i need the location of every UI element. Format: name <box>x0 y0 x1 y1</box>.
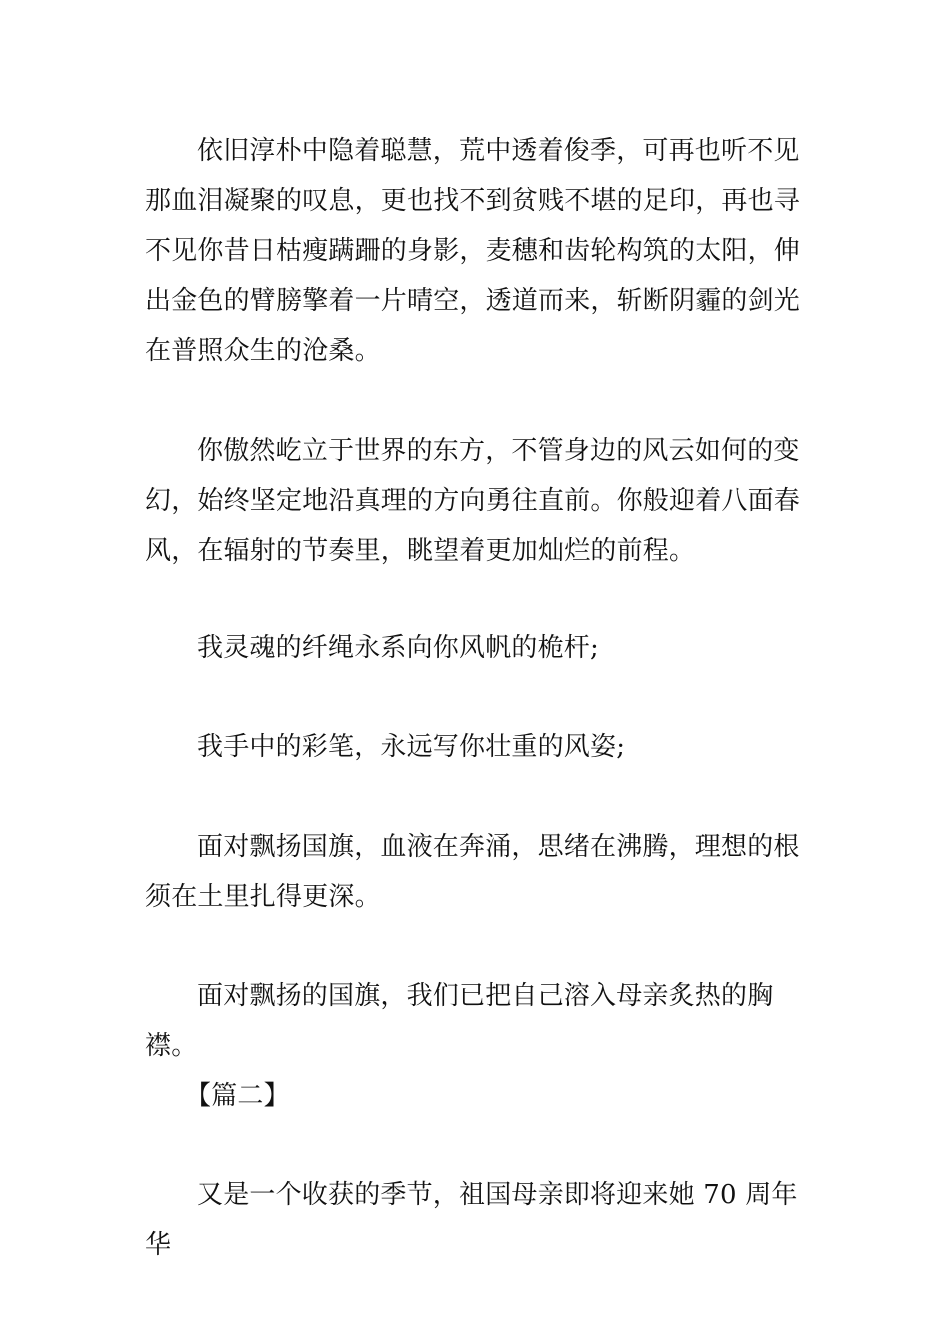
paragraph-4: 我手中的彩笔，永远写你壮重的风姿; <box>197 732 626 762</box>
paragraph-5: 面对飘扬国旗，血液在奔涌，思绪在沸腾，理想的根须在土里扎得更深。 <box>145 832 800 912</box>
paragraph-3: 我灵魂的纤绳永系向你风帆的桅杆; <box>197 633 599 663</box>
paragraph-6: 面对飘扬的国旗，我们已把自己溶入母亲炙热的胸襟。 <box>145 981 774 1061</box>
section-heading: 【篇二】 <box>185 1081 290 1111</box>
paragraph-2: 你傲然屹立于世界的东方，不管身边的风云如何的变幻，始终坚定地沿真理的方向勇往直前。你般迎着八面春风，在辐射的节奏里，眺望着更加灿烂的前程。 <box>145 436 801 566</box>
paragraph-1: 依旧淳朴中隐着聪慧，荒中透着俊季，可再也听不见那血泪凝聚的叹息，更也找不到贫贱不堪的足印，再也寻不见你昔日枯瘦蹒跚的身影，麦穗和齿轮构筑的太阳，伸出金色的臂膀擎着一片晴空，透道而来，斩断阴霾的剑光在普照众生的沧桑。 <box>145 136 801 366</box>
paragraph-7: 又是一个收获的季节，祖国母亲即将迎来她 70 周年华 <box>145 1180 798 1260</box>
